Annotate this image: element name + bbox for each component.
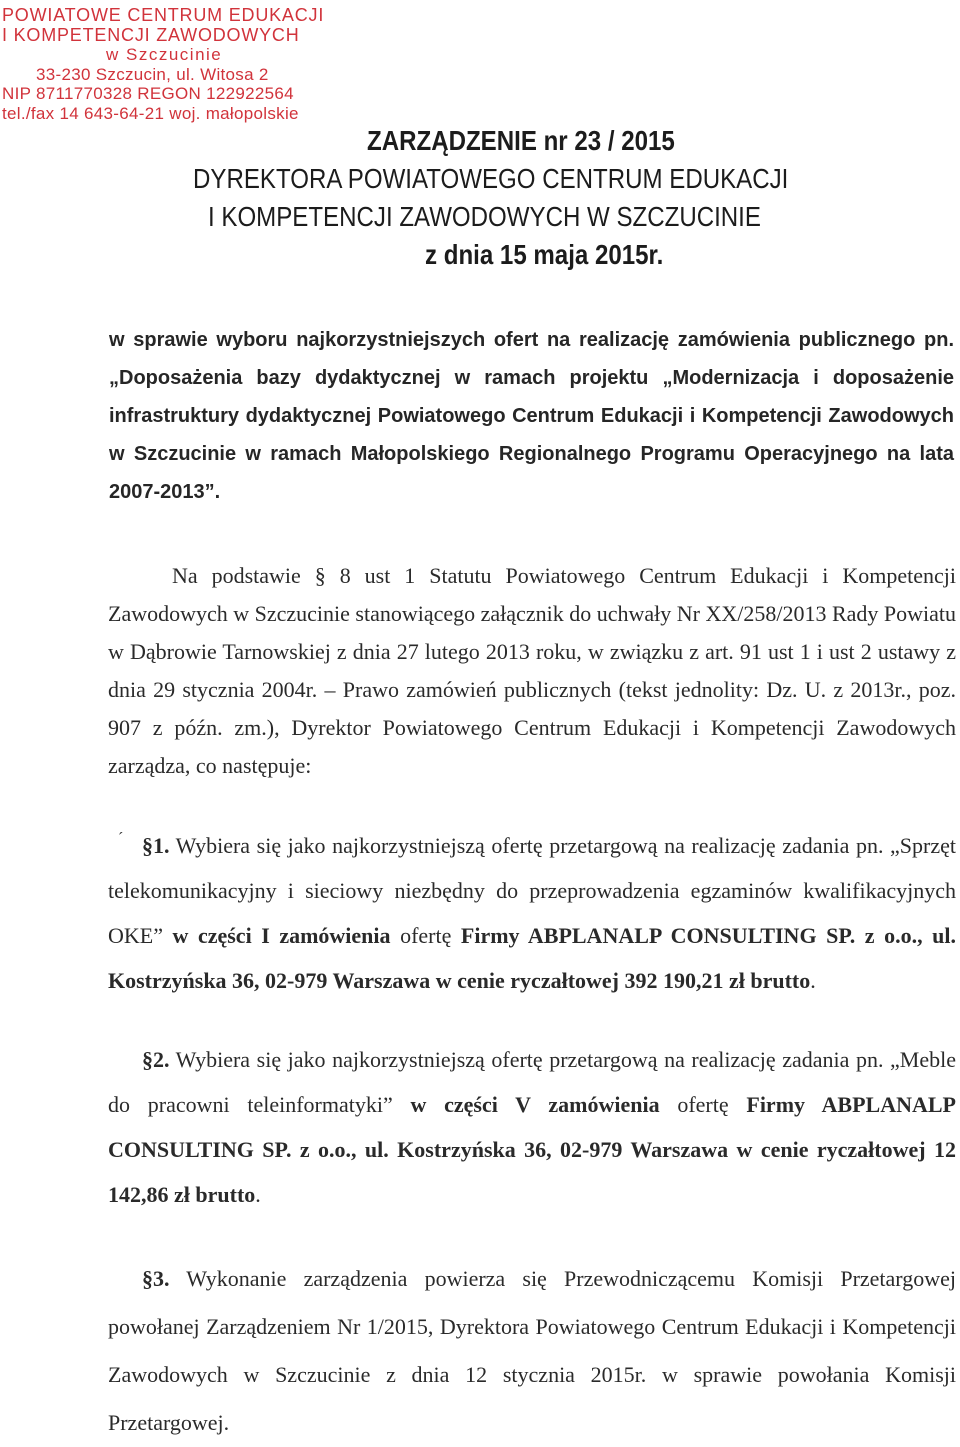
section-end: . bbox=[255, 1182, 261, 1207]
stamp-line-address: 33-230 Szczucin, ul. Witosa 2 bbox=[36, 64, 269, 84]
section-text: Wybiera się jako najkorzystniejszą ofertę przetargową na realizację zadania pn. „Sprzęt telekomunikacyjny i sieciowy niezbędny do przeprowadzenia egzaminów kwalifikacyjnych OKE” bbox=[108, 833, 956, 948]
section-part: w części V zamówienia bbox=[392, 1092, 660, 1117]
stamp-line-name2: I KOMPETENCJI ZAWODOWYCH bbox=[2, 24, 300, 45]
section-text-offer: ofertę bbox=[659, 1092, 729, 1117]
section-end: . bbox=[810, 968, 816, 993]
section-text: Wykonanie zarządzenia powierza się Przewodniczącemu Komisji Przetargowej powołanej Zarządzeniem Nr 1/2015, Dyrektora Powiatowego Centrum Edukacji i Kompetencji Zawodowych w Szczucinie z dnia 12 stycznia 2015r. w sprawie powołania Komisji Przetargowej. bbox=[108, 1266, 956, 1435]
stamp-line-nip-regon: NIP 8711770328 REGON 122922564 bbox=[2, 84, 294, 103]
stamp-line-name: POWIATOWE CENTRUM EDUKACJI bbox=[2, 5, 325, 25]
section-3 bbox=[108, 1255, 956, 1447]
stamp-line-city: w Szczucinie bbox=[106, 45, 223, 64]
institution-stamp bbox=[2, 5, 325, 123]
title-line-date: z dnia 15 maja 2015r. bbox=[425, 239, 664, 270]
subject-paragraph: w sprawie wyboru najkorzystniejszych ofert na realizację zamówienia publicznego pn. „Doposażenia bazy dydaktycznej w ramach projektu „Modernizacja i doposażenie infrastruktury dydaktycznej Powiatowego Centrum Edukacji i Kompetencji Zawodowych w Szczucinie w ramach Małopolskiego Regionalnego Programu Operacyjnego na lata 2007-2013”. bbox=[109, 329, 954, 503]
title-line-director: DYREKTORA POWIATOWEGO CENTRUM EDUKACJI bbox=[193, 163, 789, 194]
section-number: §3. bbox=[142, 1266, 170, 1291]
section-text: Wybiera się jako najkorzystniejszą ofertę przetargową na realizację zadania pn. „Meble do pracowni teleinformatyki” bbox=[108, 1047, 956, 1117]
section-part: w części I zamówienia bbox=[162, 923, 391, 948]
section-firm: Firmy ABPLANALP CONSULTING SP. z o.o., ul. Kostrzyńska 36, 02-979 Warszawa w cenie ryczałtowej 392 190,21 zł brutto bbox=[108, 923, 956, 993]
section-firm: Firmy ABPLANALP CONSULTING SP. z o.o., ul. Kostrzyńska 36, 02-979 Warszawa w cenie ryczałtowej 12 142,86 zł brutto bbox=[108, 1092, 956, 1207]
stray-mark: ˊ bbox=[118, 830, 124, 847]
section-1 bbox=[108, 823, 956, 1003]
section-number: §2. bbox=[142, 1047, 170, 1072]
section-2 bbox=[108, 1037, 956, 1217]
title-line-number: ZARZĄDZENIE nr 23 / 2015 bbox=[367, 125, 675, 156]
section-number: §1. bbox=[142, 833, 170, 858]
legal-basis-paragraph: Na podstawie § 8 ust 1 Statutu Powiatowego Centrum Edukacji i Kompetencji Zawodowych w Szczucinie stanowiącego załącznik do uchwały Nr XX/258/2013 Rady Powiatu w Dąbrowie Tarnowskiej z dnia 27 lutego 2013 roku, w związku z art. 91 ust 1 i ust 2 ustawy z dnia 29 stycznia 2004r. – Prawo zamówień publicznych (tekst jednolity: Dz. U. z 2013r., poz. 907 z późn. zm.), Dyrektor Powiatowego Centrum Edukacji i Kompetencji Zawodowych zarządza, co następuje: bbox=[108, 563, 956, 778]
title-line-institution: I KOMPETENCJI ZAWODOWYCH W SZCZUCINIE bbox=[208, 201, 761, 232]
section-text-offer: ofertę bbox=[390, 923, 452, 948]
stamp-line-contact: tel./fax 14 643-64-21 woj. małopolskie bbox=[2, 103, 299, 123]
